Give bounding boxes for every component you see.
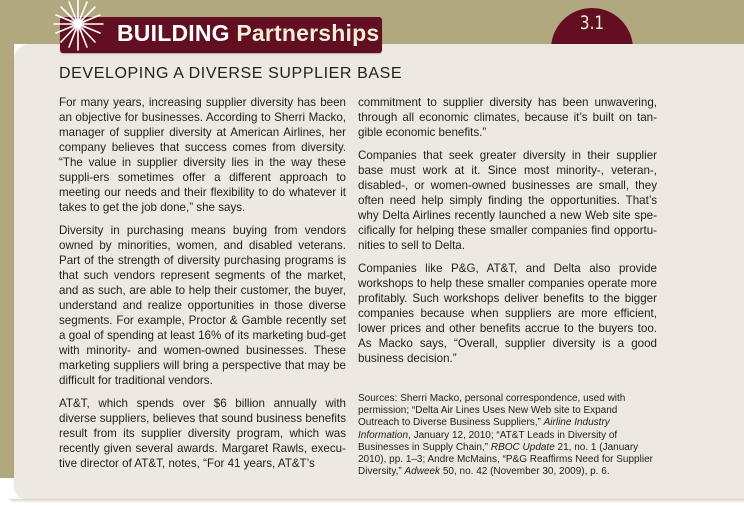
sources-citation: [358, 393, 658, 478]
panel-shadow: [10, 499, 744, 503]
starburst-icon: [50, 0, 106, 52]
paragraph: For many years, increasing supplier diversity has been an objective for businesses. According to Sherri Macko, manager of supplier diversity at American Airlines, her company believes that success comes from diversity. “The value in supplier diversity lies in the way these suppli-ers sometimes offer a different approach to meeting our needs and their flexibility to do whatever it takes to get the job done,” she says.: [59, 96, 346, 214]
sources-text: , January 12, 2010; “AT&T Leads in Diversity of Businesses in Supply Chain,”: [358, 429, 618, 453]
banner-title-light: Partnerships: [236, 20, 380, 46]
article-title: DEVELOPING A DIVERSE SUPPLIER BASE: [59, 65, 403, 82]
source-title: Airline Industry Information: [358, 417, 610, 441]
sources-text: 21, no. 1 (January 2010), pp. 1–3; Andre McMains, “P&G Reaffirms Need for Supplier Diversity,”: [358, 441, 653, 478]
section-number: 3.1: [579, 12, 605, 34]
paragraph: commitment to supplier diversity has been unwavering, through all economic climates, because it’s built on tan-gible economic benefits.”: [358, 96, 657, 139]
sources-text: Sources: Sherri Macko, personal correspondence, used with permission; “Delta Air Lines Uses New Web site to Expand Outreach to Diverse Business Suppliers,”: [358, 393, 626, 429]
feature-banner: [60, 17, 382, 53]
banner-title-bold: BUILDING: [117, 20, 230, 46]
paragraph: Diversity in purchasing means buying from vendors owned by minorities, women, and disabled veterans. Part of the strength of diversity purchasing programs is that such vendors represent segments of the market, and as such, are able to help their customer, the buyer, understand and realize opportunities in those diverse segments. For example, Proctor & Gamble recently set a goal of spending at least 16% of its marketing bud-get with minority- and women-owned businesses. These marketing suppliers will bring a perspective that may be difficult for traditional vendors.: [59, 224, 346, 387]
source-title: RBOC Update: [490, 441, 555, 453]
banner-title: [117, 20, 379, 47]
left-band: [0, 0, 14, 478]
right-column: [358, 95, 657, 374]
source-title: Adweek: [404, 466, 441, 478]
paragraph: AT&T, which spends over $6 billion annually with diverse suppliers, believes that sound business benefits result from its supplier diversity program, which was recently given several awards. Margaret Rawls, execu-tive director of AT&T, notes, “For 41 years, AT&T’s: [59, 397, 346, 470]
paragraph: Companies that seek greater diversity in their supplier base must work at it. Since most minority-, veteran-, disabled-, or women-owned businesses are small, they often need help simply finding the opportunities. That’s why Delta Airlines recently launched a new Web site spe-cifically for helping these smaller companies find opportu-nities to sell to Delta.: [358, 149, 657, 252]
sources-text: 50, no. 42 (November 30, 2009), p. 6.: [440, 466, 610, 478]
left-column: [59, 95, 346, 479]
paragraph: Companies like P&G, AT&T, and Delta also provide workshops to help these smaller companies operate more profitably. Such workshops deliver benefits to the bigger companies because when suppliers are more efficient, lower prices and other benefits accrue to the buyers too. As Macko says, “Overall, supplier diversity is a good business decision.”: [358, 262, 657, 365]
